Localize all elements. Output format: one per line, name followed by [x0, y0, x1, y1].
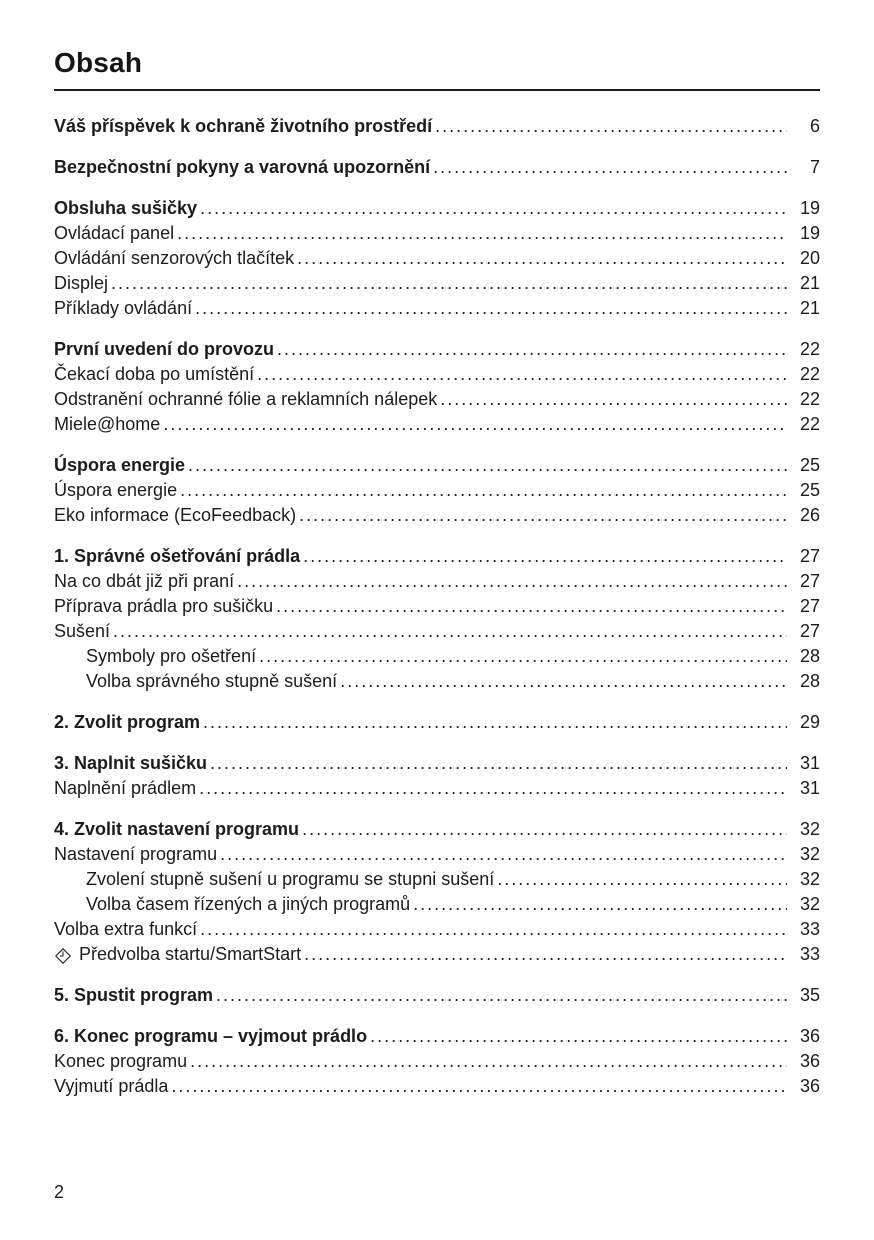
toc-entry[interactable]	[54, 337, 820, 362]
toc-entry-label: Symboly pro ošetření	[86, 646, 257, 666]
toc-section	[54, 751, 820, 801]
toc-entry-label: Čekací doba po umístění	[54, 364, 255, 384]
dot-leader	[203, 710, 787, 735]
toc-entry-page: 36	[799, 1076, 820, 1096]
dot-leader	[188, 453, 787, 478]
toc-entry[interactable]	[54, 942, 820, 967]
toc-entry-page: 36	[799, 1026, 820, 1046]
toc-entry[interactable]	[54, 478, 820, 503]
toc-entry-page: 21	[799, 273, 820, 293]
toc-entry-page: 27	[799, 571, 820, 591]
toc-entry-page: 28	[799, 671, 820, 691]
toc-entry-page: 21	[799, 298, 820, 318]
toc-entry-label: Zvolení stupně sušení u programu se stupni sušení	[86, 869, 495, 889]
dot-leader	[190, 1049, 787, 1074]
dot-leader	[199, 776, 787, 801]
toc-entry-label: Sušení	[54, 621, 111, 641]
toc-section	[54, 983, 820, 1008]
toc-entry-label: Váš příspěvek k ochraně životního prostředí	[54, 116, 433, 136]
dot-leader	[195, 296, 787, 321]
toc-entry[interactable]	[54, 867, 820, 892]
toc-entry-label: 4. Zvolit nastavení programu	[54, 819, 300, 839]
dot-leader	[200, 196, 787, 221]
toc-entry[interactable]	[54, 412, 820, 437]
toc-entry[interactable]	[54, 983, 820, 1008]
dot-leader	[257, 362, 787, 387]
dot-leader	[259, 644, 787, 669]
toc-entry-label: Nastavení programu	[54, 844, 218, 864]
dot-leader	[220, 842, 787, 867]
toc-entry[interactable]	[54, 669, 820, 694]
toc-entry-label: Předvolba startu/SmartStart	[79, 944, 302, 964]
toc-entry[interactable]	[54, 114, 820, 139]
toc-entry-page: 22	[799, 364, 820, 384]
toc-entry[interactable]	[54, 892, 820, 917]
toc-entry-page: 7	[809, 157, 820, 177]
toc-entry[interactable]	[54, 544, 820, 569]
toc-entry-page: 35	[799, 985, 820, 1005]
toc-entry[interactable]	[54, 503, 820, 528]
toc-entry-label: Miele@home	[54, 414, 161, 434]
dot-leader	[370, 1024, 787, 1049]
dot-leader	[111, 271, 787, 296]
dot-leader	[413, 892, 787, 917]
toc-entry-page: 32	[799, 869, 820, 889]
toc-entry-label: Úspora energie	[54, 480, 178, 500]
toc-entry-page: 25	[799, 480, 820, 500]
toc-entry[interactable]	[54, 296, 820, 321]
toc-entry-label: Odstranění ochranné fólie a reklamních nálepek	[54, 389, 438, 409]
dot-leader	[171, 1074, 787, 1099]
toc-entry[interactable]	[54, 917, 820, 942]
toc-entry-page: 27	[799, 621, 820, 641]
toc-entry-page: 19	[799, 198, 820, 218]
dot-leader	[440, 387, 787, 412]
toc-entry-page: 31	[799, 778, 820, 798]
toc-entry[interactable]	[54, 619, 820, 644]
toc-entry-label: Na co dbát již při praní	[54, 571, 235, 591]
dot-leader	[297, 246, 787, 271]
toc-entry-page: 31	[799, 753, 820, 773]
toc-section	[54, 1024, 820, 1099]
dot-leader	[304, 942, 787, 967]
toc-entry-label: Ovládání senzorových tlačítek	[54, 248, 295, 268]
delay-start-icon	[54, 947, 72, 965]
table-of-contents	[54, 114, 820, 1099]
toc-entry[interactable]	[54, 246, 820, 271]
toc-entry-label: Bezpečnostní pokyny a varovná upozornění	[54, 157, 431, 177]
toc-section	[54, 337, 820, 437]
toc-entry[interactable]	[54, 569, 820, 594]
dot-leader	[200, 917, 787, 942]
toc-entry-label: Příprava prádla pro sušičku	[54, 596, 274, 616]
toc-entry-label: Ovládací panel	[54, 223, 175, 243]
toc-entry-label: První uvedení do provozu	[54, 339, 275, 359]
dot-leader	[163, 412, 787, 437]
dot-leader	[216, 983, 787, 1008]
dot-leader	[433, 155, 787, 180]
toc-section	[54, 155, 820, 180]
toc-entry[interactable]	[54, 776, 820, 801]
dot-leader	[177, 221, 787, 246]
toc-entry[interactable]	[54, 817, 820, 842]
title-rule	[54, 89, 820, 91]
toc-entry-page: 32	[799, 844, 820, 864]
toc-entry-label: Příklady ovládání	[54, 298, 193, 318]
dot-leader	[299, 503, 787, 528]
toc-entry[interactable]	[54, 1049, 820, 1074]
dot-leader	[210, 751, 787, 776]
toc-entry-page: 26	[799, 505, 820, 525]
toc-entry-page: 6	[809, 116, 820, 136]
toc-entry[interactable]	[54, 1074, 820, 1099]
dot-leader	[497, 867, 787, 892]
toc-entry-page: 27	[799, 596, 820, 616]
toc-entry-page: 22	[799, 414, 820, 434]
toc-entry[interactable]	[54, 710, 820, 735]
toc-entry-label: Úspora energie	[54, 455, 186, 475]
toc-entry-label: 6. Konec programu – vyjmout prádlo	[54, 1026, 368, 1046]
dot-leader	[237, 569, 787, 594]
toc-entry-page: 36	[799, 1051, 820, 1071]
toc-entry-label: 1. Správné ošetřování prádla	[54, 546, 301, 566]
toc-entry-label: 5. Spustit program	[54, 985, 214, 1005]
dot-leader	[180, 478, 787, 503]
footer-page-number: 2	[54, 1182, 65, 1202]
toc-entry-label: Volba časem řízených a jiných programů	[86, 894, 411, 914]
toc-entry[interactable]	[54, 221, 820, 246]
dot-leader	[277, 337, 787, 362]
toc-entry-label: 3. Naplnit sušičku	[54, 753, 208, 773]
dot-leader	[113, 619, 787, 644]
toc-entry[interactable]	[54, 594, 820, 619]
toc-entry-page: 32	[799, 894, 820, 914]
dot-leader	[303, 544, 787, 569]
toc-entry[interactable]	[54, 362, 820, 387]
toc-entry[interactable]	[54, 155, 820, 180]
toc-entry[interactable]	[54, 196, 820, 221]
toc-entry-label: 2. Zvolit program	[54, 712, 201, 732]
dot-leader	[302, 817, 787, 842]
toc-entry-label: Konec programu	[54, 1051, 188, 1071]
dot-leader	[276, 594, 787, 619]
toc-entry[interactable]	[54, 271, 820, 296]
toc-entry[interactable]	[54, 842, 820, 867]
toc-entry-label: Vyjmutí prádla	[54, 1076, 169, 1096]
toc-entry-label: Displej	[54, 273, 109, 293]
toc-entry-page: 29	[799, 712, 820, 732]
toc-section	[54, 544, 820, 694]
toc-entry-label: Volba správného stupně sušení	[86, 671, 338, 691]
toc-entry[interactable]	[54, 387, 820, 412]
toc-entry-page: 28	[799, 646, 820, 666]
toc-entry-label: Volba extra funkcí	[54, 919, 198, 939]
toc-entry[interactable]	[54, 453, 820, 478]
dot-leader	[435, 114, 787, 139]
toc-entry-page: 33	[799, 919, 820, 939]
toc-section	[54, 114, 820, 139]
toc-entry-label: Naplnění prádlem	[54, 778, 197, 798]
page-title: Obsah	[54, 47, 143, 78]
toc-entry[interactable]	[54, 751, 820, 776]
toc-entry-label: Obsluha sušičky	[54, 198, 198, 218]
toc-entry[interactable]	[54, 644, 820, 669]
toc-entry-page: 20	[799, 248, 820, 268]
toc-section	[54, 710, 820, 735]
toc-entry-page: 19	[799, 223, 820, 243]
toc-entry-page: 27	[799, 546, 820, 566]
toc-entry-page: 22	[799, 339, 820, 359]
toc-entry-page: 22	[799, 389, 820, 409]
toc-entry-page: 33	[799, 944, 820, 964]
toc-section	[54, 453, 820, 528]
toc-section	[54, 196, 820, 321]
toc-entry-label: Eko informace (EcoFeedback)	[54, 505, 297, 525]
toc-entry-page: 25	[799, 455, 820, 475]
toc-entry-page: 32	[799, 819, 820, 839]
toc-entry[interactable]	[54, 1024, 820, 1049]
dot-leader	[340, 669, 787, 694]
toc-section	[54, 817, 820, 967]
